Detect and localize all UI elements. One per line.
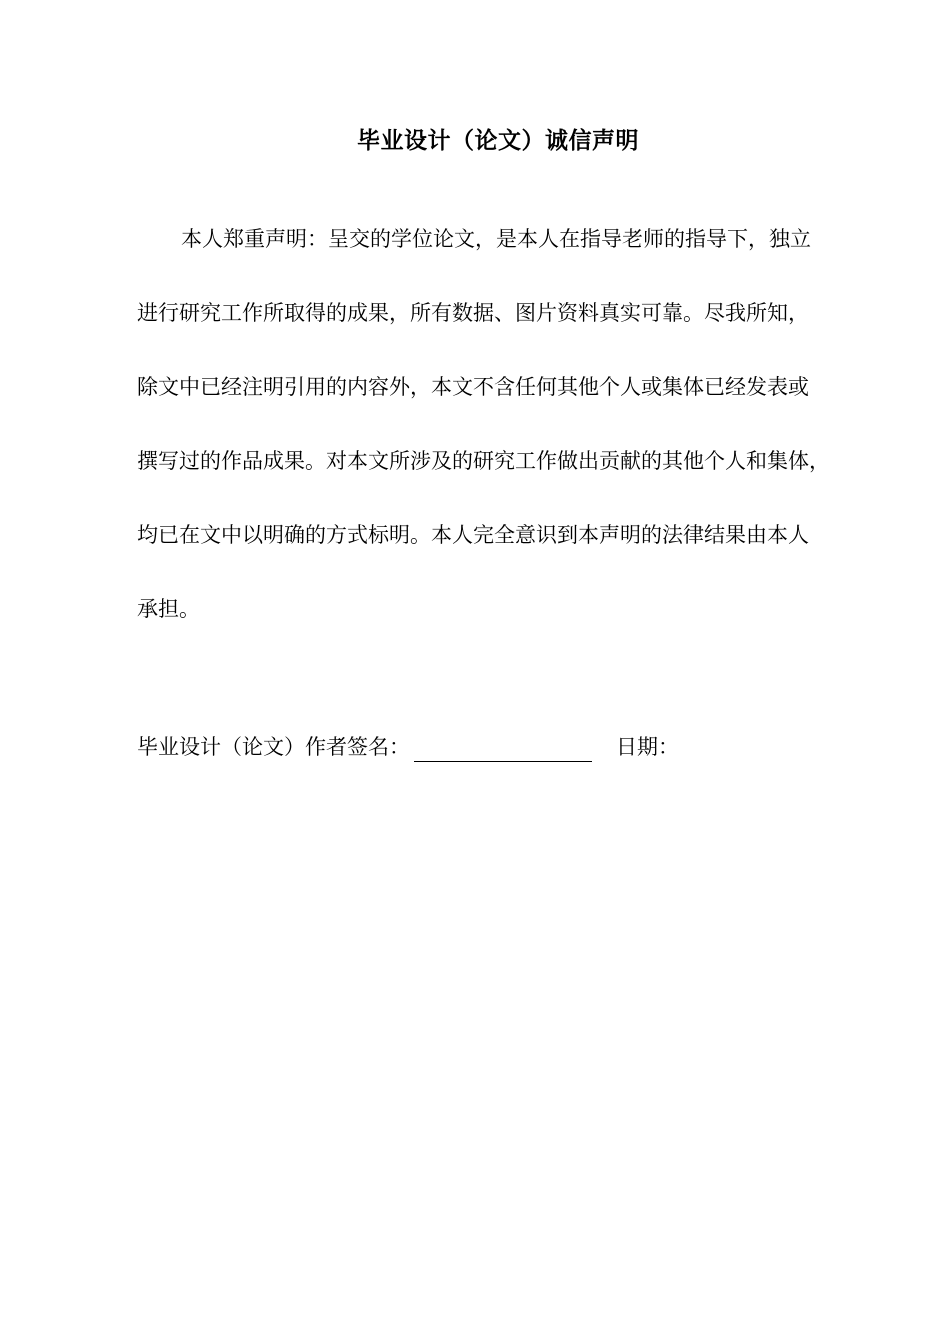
body-line-6: 承担。	[137, 597, 200, 621]
body-line-3: 除文中已经注明引用的内容外，本文不含任何其他个人或集体已经发表或	[137, 375, 809, 399]
signature-label: 毕业设计（论文）作者签名：	[137, 735, 410, 759]
signature-row	[137, 732, 679, 762]
body-line-4: 撰写过的作品成果。对本文所涉及的研究工作做出贡献的其他个人和集体，	[137, 449, 830, 473]
body-line-2: 进行研究工作所取得的成果，所有数据、图片资料真实可靠。尽我所知，	[137, 301, 809, 325]
page-title: 毕业设计（论文）诚信声明	[357, 128, 639, 154]
signature-blank-line	[414, 737, 592, 762]
body-line-5: 均已在文中以明确的方式标明。本人完全意识到本声明的法律结果由本人	[137, 523, 809, 547]
body-line-1: 本人郑重声明：呈交的学位论文，是本人在指导老师的指导下，独立	[181, 227, 811, 251]
date-label: 日期：	[616, 735, 679, 759]
